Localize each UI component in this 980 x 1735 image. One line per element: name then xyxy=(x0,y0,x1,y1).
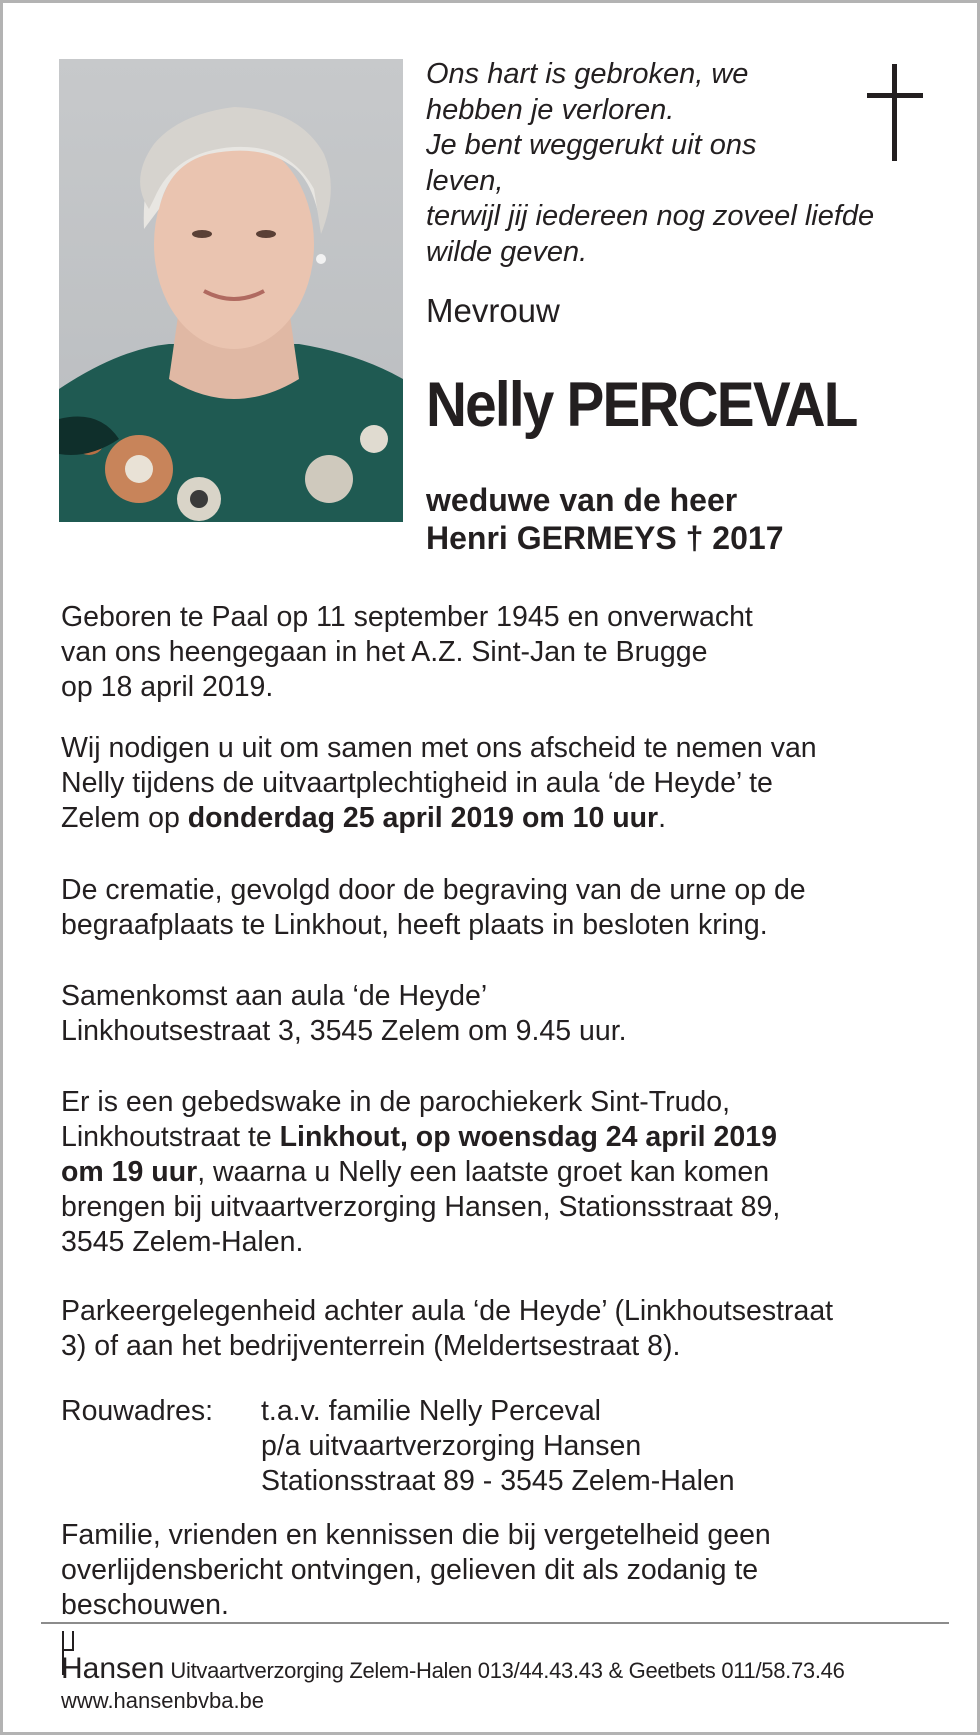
widow-of xyxy=(426,481,783,557)
text-span: . xyxy=(658,802,667,834)
text-line: Linkhoutsestraat 3, 3545 Zelem om 9.45 uur. xyxy=(61,1015,627,1047)
birth-paragraph xyxy=(61,600,921,705)
text-span: Linkhoutstraat te xyxy=(61,1121,280,1153)
text-line: Parkeergelegenheid achter aula ‘de Heyde’ (Linkhoutsestraat xyxy=(61,1295,834,1327)
funeral-date: donderdag 25 april 2019 om 10 uur xyxy=(187,802,659,834)
poem-line: hebben je verloren. xyxy=(426,93,675,126)
portrait-photo xyxy=(59,59,403,522)
text-line: Familie, vrienden en kennissen die bij vergetelheid geen xyxy=(61,1519,771,1551)
text-line: De crematie, gevolgd door de begraving van de urne op de xyxy=(61,874,806,906)
text-line xyxy=(61,1155,921,1190)
text-line xyxy=(61,1120,921,1155)
text-line: beschouwen. xyxy=(61,1589,229,1621)
poem-line: Je bent weggerukt uit ons xyxy=(426,129,757,161)
poem-line: leven, xyxy=(426,164,504,197)
text-line: op 18 april 2019. xyxy=(61,671,274,703)
text-line: Samenkomst aan aula ‘de Heyde’ xyxy=(61,980,488,1012)
deceased-name: Nelly PERCEVAL xyxy=(426,370,857,440)
wake-paragraph xyxy=(61,1085,921,1260)
footer-divider xyxy=(41,1622,949,1624)
text-line: Er is een gebedswake in de parochiekerk Sint-Trudo, xyxy=(61,1086,731,1118)
address-label: Rouwadres: xyxy=(61,1395,214,1427)
footer-website-link[interactable]: www.hansenbvba.be xyxy=(61,1688,265,1713)
address-line: p/a uitvaartverzorging Hansen xyxy=(261,1430,642,1462)
address-lines xyxy=(261,1394,735,1499)
poem-line: wilde geven. xyxy=(426,235,588,268)
text-line: van ons heengegaan in het A.Z. Sint-Jan te Brugge xyxy=(61,636,708,668)
text-line: begraafplaats te Linkhout, heeft plaats in besloten kring. xyxy=(61,909,768,941)
wake-time: om 19 uur xyxy=(61,1156,198,1188)
footer-brand: Hansen xyxy=(61,1652,165,1685)
wake-date: Linkhout, op woensdag 24 april 2019 xyxy=(279,1121,777,1153)
text-line: overlijdensbericht ontvingen, gelieven dit als zodanig te xyxy=(61,1554,759,1586)
cremation-paragraph xyxy=(61,873,921,943)
closing-paragraph xyxy=(61,1518,921,1623)
salutation: Mevrouw xyxy=(426,292,560,329)
footer-contact: Uitvaartverzorging Zelem-Halen 013/44.43.43 & Geetbets 011/58.73.46 xyxy=(170,1658,845,1683)
gathering-paragraph xyxy=(61,979,921,1049)
footer-company xyxy=(61,1652,845,1688)
poem-line: Ons hart is gebroken, we xyxy=(426,58,749,90)
text-line xyxy=(61,801,921,836)
text-line: Wij nodigen u uit om samen met ons afscheid te nemen van xyxy=(61,732,817,764)
widow-line: weduwe van de heer xyxy=(426,482,738,518)
text-line: Nelly tijdens de uitvaartplechtigheid in aula ‘de Heyde’ te xyxy=(61,767,773,799)
text-line: Geboren te Paal op 11 september 1945 en onverwacht xyxy=(61,601,753,633)
text-line: brengen bij uitvaartverzorging Hansen, Stationsstraat 89, xyxy=(61,1191,781,1223)
text-span: Zelem op xyxy=(61,802,188,834)
invitation-paragraph xyxy=(61,731,921,836)
mourning-address xyxy=(61,1394,921,1499)
poem xyxy=(426,57,906,270)
text-line: 3) of aan het bedrijventerrein (Meldertsestraat 8). xyxy=(61,1330,681,1362)
address-line: t.a.v. familie Nelly Perceval xyxy=(261,1395,601,1427)
address-line: Stationsstraat 89 - 3545 Zelem-Halen xyxy=(261,1465,735,1497)
text-span: , waarna u Nelly een laatste groet kan komen xyxy=(197,1156,770,1188)
widow-line: Henri GERMEYS † 2017 xyxy=(426,520,784,556)
poem-line: terwijl jij iedereen nog zoveel liefde xyxy=(426,200,875,232)
parking-paragraph xyxy=(61,1294,921,1364)
cross-icon xyxy=(867,64,923,161)
text-line: 3545 Zelem-Halen. xyxy=(61,1226,304,1258)
